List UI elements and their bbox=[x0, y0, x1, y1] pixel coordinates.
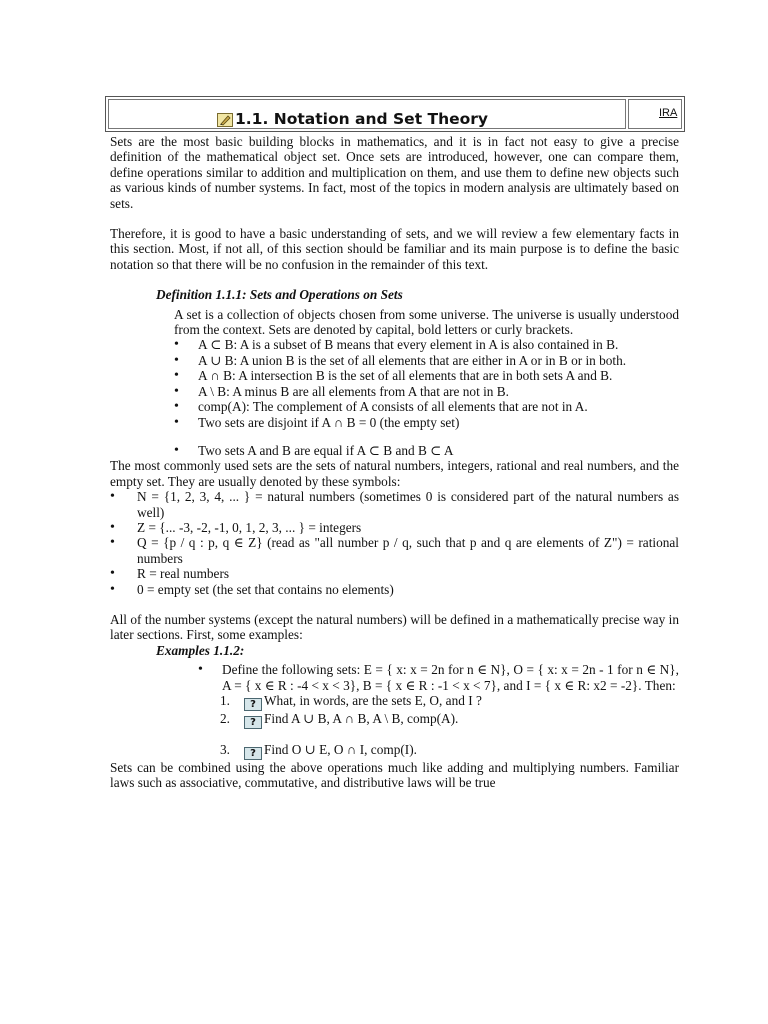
closing-paragraph: Sets can be combined using the above operations much like adding and multiplying numbers. Familiar laws such as associative, commutative, and distributive laws will be true bbox=[110, 760, 679, 791]
list-item: • A \ B: A minus B are all elements from A that are not in B. bbox=[174, 384, 679, 399]
list-item: • Two sets A and B are equal if A ⊂ B and B ⊂ A bbox=[174, 443, 679, 458]
question-number: 2. bbox=[220, 711, 230, 726]
question-text: Find A ∪ B, A ∩ B, A \ B, comp(A). bbox=[264, 711, 459, 726]
question-help-icon[interactable]: ? bbox=[244, 698, 262, 711]
set-operations-list bbox=[174, 337, 679, 458]
question-help-icon[interactable]: ? bbox=[244, 716, 262, 729]
question-item bbox=[198, 693, 679, 711]
question-item bbox=[198, 711, 679, 729]
question-help-icon[interactable]: ? bbox=[244, 747, 262, 760]
list-item: • Two sets are disjoint if A ∩ B = 0 (the empty set) bbox=[174, 415, 679, 430]
ira-link[interactable]: IRA bbox=[659, 107, 678, 119]
intro-paragraph-2: Therefore, it is good to have a basic understanding of sets, and we will review a few elementary facts in this section. Most, if not all, of this section should be familiar and its main purpose is to define the basic notation so that there will be no confusion in the remainder of this text. bbox=[110, 226, 679, 272]
question-number: 3. bbox=[220, 742, 230, 757]
list-item: • Define the following sets: E = { x: x = 2n for n ∈ N}, O = { x: x = 2n - 1 for n ∈ N}, A = { x ∈ R : -4 < x < 3}, B = { x ∈ R : -1 < x < 7}, and I = { x ∈ R: x2 = -2}. Then: bbox=[198, 662, 679, 693]
list-item: • A ⊂ B: A is a subset of B means that every element in A is also contained in B. bbox=[174, 337, 679, 352]
example-questions bbox=[198, 693, 679, 760]
definition-body bbox=[174, 307, 679, 459]
list-item: • 0 = empty set (the set that contains no elements) bbox=[110, 582, 679, 597]
examples-body bbox=[198, 662, 679, 760]
pencil-note-icon[interactable] bbox=[217, 113, 233, 127]
section-header bbox=[105, 96, 685, 132]
definition-title: Definition 1.1.1: Sets and Operations on Sets bbox=[156, 287, 403, 303]
list-item: • Z = {... -3, -2, -1, 0, 1, 2, 3, ... } = integers bbox=[110, 520, 679, 535]
number-sets-list bbox=[110, 489, 679, 597]
title-cell bbox=[108, 99, 626, 129]
number-systems-note: All of the number systems (except the natural numbers) will be defined in a mathematically precise way in later sections. First, some examples: bbox=[110, 611, 679, 643]
page-title: 1.1. Notation and Set Theory bbox=[235, 110, 489, 128]
list-item: • Q = {p / q : p, q ∈ Z} (read as "all number p / q, such that p and q are elements of Z") = rational numbers bbox=[110, 535, 679, 566]
examples-list bbox=[198, 662, 679, 693]
definition-text: A set is a collection of objects chosen from some universe. The universe is usually understood from the context. Sets are denoted by capital, bold letters or curly brackets. bbox=[174, 306, 679, 338]
list-item: • A ∪ B: A union B is the set of all elements that are either in A or in B or in both. bbox=[174, 353, 679, 368]
list-item: • comp(A): The complement of A consists of all elements that are not in A. bbox=[174, 399, 679, 414]
question-text: What, in words, are the sets E, O, and I ? bbox=[264, 693, 482, 708]
list-item: • A ∩ B: A intersection B is the set of all elements that are in both sets A and B. bbox=[174, 368, 679, 383]
list-item: • N = {1, 2, 3, 4, ... } = natural numbers (sometimes 0 is considered part of the natural numbers as well) bbox=[110, 489, 679, 520]
question-item bbox=[198, 742, 679, 760]
list-item: • R = real numbers bbox=[110, 566, 679, 581]
intro-paragraph-1: Sets are the most basic building blocks in mathematics, and it is in fact not easy to give a precise definition of the mathematical object set. Once sets are introduced, however, one can compare them, define operations similar to addition and multiplication on them, and use them to define new objects such as various kinds of number systems. In fact, most of the topics in modern analysis are ultimately based on sets. bbox=[110, 134, 679, 211]
question-number: 1. bbox=[220, 693, 230, 708]
question-text: Find O ∪ E, O ∩ I, comp(I). bbox=[264, 742, 417, 757]
ira-cell bbox=[628, 99, 682, 129]
number-sets-intro: The most commonly used sets are the sets of natural numbers, integers, rational and real numbers, and the empty set. They are usually denoted by these symbols: bbox=[110, 458, 679, 489]
document-body bbox=[110, 134, 679, 791]
examples-title: Examples 1.1.2: bbox=[156, 642, 245, 658]
